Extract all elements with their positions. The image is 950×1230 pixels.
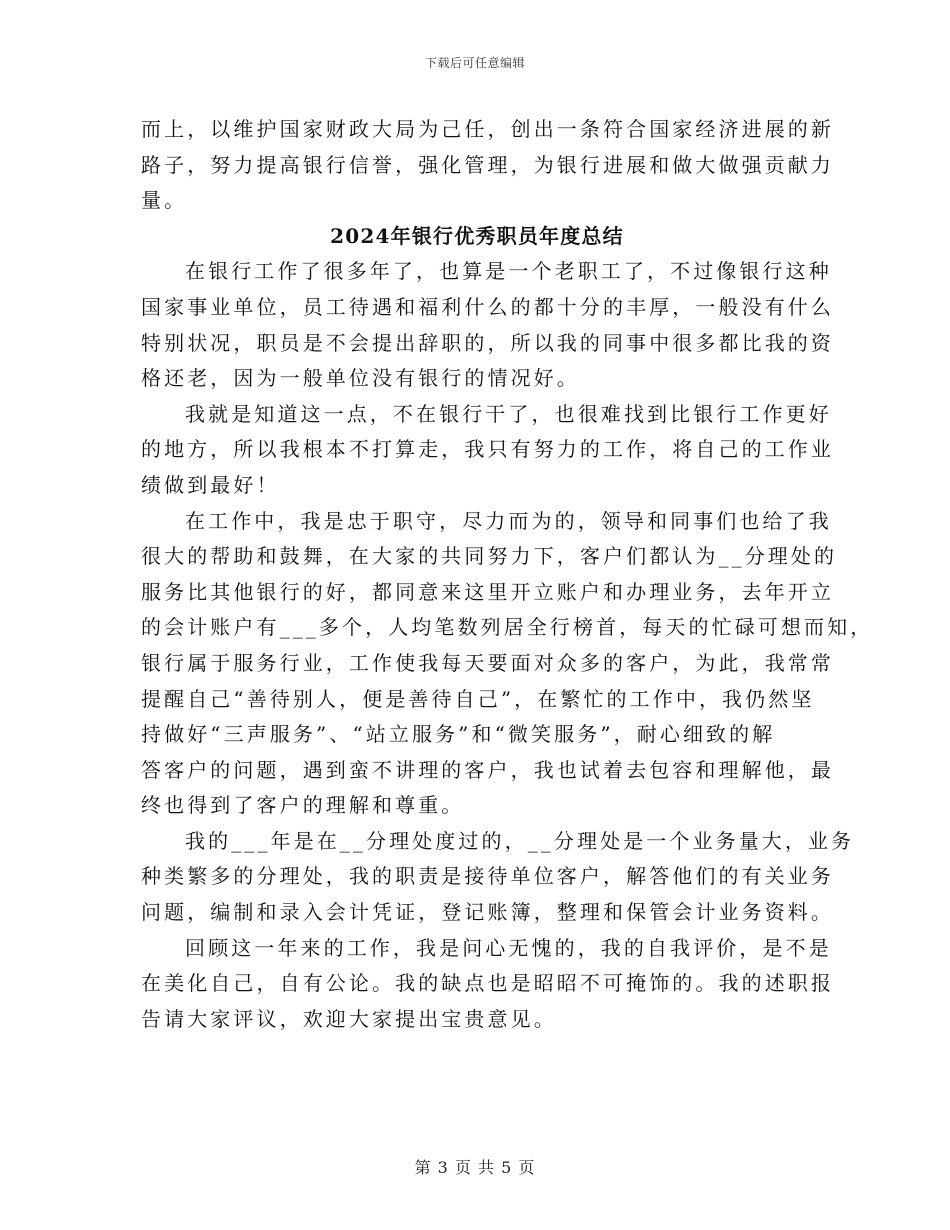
continuation-paragraph (141, 112, 834, 219)
text-line: 路子，努力提高银行信誉，强化管理，为银行进展和做大做强贡献力 (141, 152, 834, 177)
text-line: 格还老，因为一般单位没有银行的情况好。 (141, 366, 580, 391)
paragraph-4 (141, 824, 855, 931)
paragraph-1 (141, 254, 834, 396)
page-header-note: 下载后可任意编辑 (424, 56, 525, 70)
text-line: 很大的帮助和鼓舞，在大家的共同努力下，客户们都认为__分理处的 (141, 544, 838, 569)
document-body (141, 112, 874, 1037)
text-line: 提醒自己“善待别人，便是善待自己”，在繁忙的工作中，我仍然坚 (141, 686, 815, 711)
text-line: 告请大家评议，欢迎大家提出宝贵意见。 (141, 1006, 557, 1031)
text-line: 的地方，所以我根本不打算走，我只有努力的工作，将自己的工作业 (141, 437, 834, 462)
text-line: 回顾这一年来的工作，我是问心无愧的，我的自我评价，是不是 (185, 935, 832, 960)
text-line: 我就是知道这一点，不在银行干了，也很难找到比银行工作更好 (185, 401, 832, 426)
paragraph-2 (141, 397, 834, 504)
text-line: 在工作中，我是忠于职守，尽力而为的，领导和同事们也给了我 (185, 508, 832, 533)
page-number-footer: 第 3 页 共 5 页 (414, 1158, 536, 1177)
text-line: 答客户的问题，遇到蛮不讲理的客户，我也试着去包容和理解他，最 (141, 757, 834, 782)
text-line: 问题，编制和录入会计凭证，登记账簿，整理和保管会计业务资料。 (141, 900, 834, 925)
text-line: 银行属于服务行业，工作使我每天要面对众多的客户，为此，我常常 (141, 650, 834, 675)
article-title: 2024年银行优秀职员年度总结 (330, 223, 624, 248)
text-line: 持做好“三声服务”、“站立服务”和“微笑服务”，耐心细致的解 (141, 722, 776, 747)
text-line: 的会计账户有___多个，人均笔数列居全行榜首，每天的忙碌可想而知， (141, 615, 874, 640)
text-line: 国家事业单位，员工待遇和福利什么的都十分的丰厚，一般没有什么 (141, 294, 834, 319)
text-line: 种类繁多的分理处，我的职责是接待单位客户，解答他们的有关业务 (141, 864, 834, 889)
paragraph-3 (141, 504, 874, 824)
text-line: 绩做到最好！ (141, 472, 280, 497)
text-line: 量。 (141, 188, 188, 213)
text-line: 服务比其他银行的好，都同意来这里开立账户和办理业务，去年开立 (141, 579, 834, 604)
text-line: 而上，以维护国家财政大局为己任，创出一条符合国家经济进展的新 (141, 117, 834, 141)
text-line: 终也得到了客户的理解和尊重。 (141, 793, 465, 818)
text-line: 在美化自己，自有公论。我的缺点也是昭昭不可掩饰的。我的述职报 (141, 971, 834, 996)
text-line: 我的___年是在__分理处度过的，__分理处是一个业务量大，业务 (185, 828, 855, 853)
text-line: 特别状况，职员是不会提出辞职的，所以我的同事中很多都比我的资 (141, 330, 834, 355)
paragraph-5 (141, 931, 834, 1038)
text-line: 在银行工作了很多年了，也算是一个老职工了，不过像银行这种 (185, 259, 832, 284)
